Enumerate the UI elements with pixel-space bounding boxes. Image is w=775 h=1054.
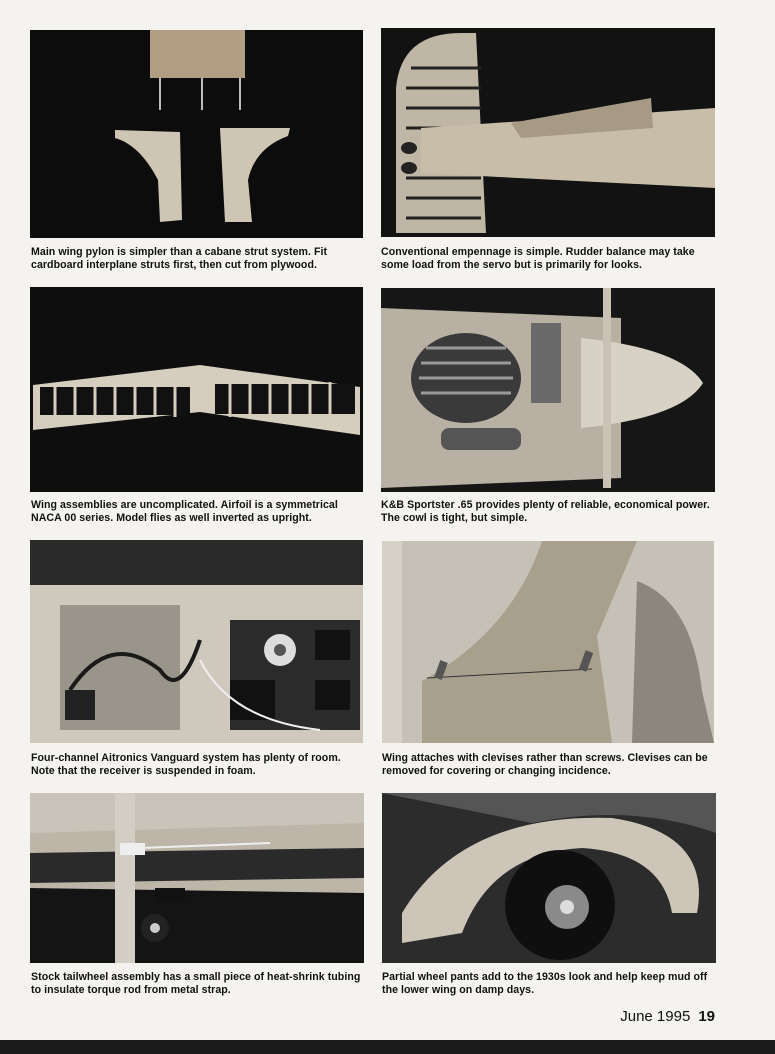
scan-edge: [0, 1040, 775, 1054]
caption-4: [381, 499, 717, 525]
photo-empennage: [381, 28, 715, 237]
caption-line: K&B Sportster .65 provides plenty of reliable, economical power.: [381, 499, 710, 511]
caption-5: [31, 752, 365, 778]
photo-engine: [381, 288, 715, 492]
caption-line: Wing attaches with clevises rather than screws. Clevises can be: [382, 752, 708, 764]
caption-line: Conventional empennage is simple. Rudder balance may take: [381, 246, 695, 258]
caption-8: [382, 971, 718, 997]
page-number: 19: [698, 1008, 715, 1025]
photo-wing-assemblies: [30, 287, 363, 492]
photo-tailwheel: [30, 793, 364, 963]
photo-wing-pylon: [30, 30, 363, 238]
caption-2: [381, 246, 716, 272]
caption-line: the lower wing on damp days.: [382, 984, 535, 996]
caption-7: [31, 971, 366, 997]
page-footer: [620, 1008, 715, 1025]
caption-line: Stock tailwheel assembly has a small piece of heat-shrink tubing: [31, 971, 361, 983]
caption-6: [382, 752, 717, 778]
issue-date: June 1995: [620, 1008, 691, 1025]
caption-line: Main wing pylon is simpler than a cabane strut system. Fit: [31, 246, 328, 258]
caption-line: to insulate torque rod from metal strap.: [31, 984, 231, 996]
caption-line: Partial wheel pants add to the 1930s look and help keep mud off: [382, 971, 708, 983]
caption-1: [31, 246, 364, 272]
caption-line: some load from the servo but is primarily for looks.: [381, 259, 643, 271]
caption-line: NACA 00 series. Model flies as well inverted as upright.: [31, 512, 312, 524]
caption-line: The cowl is tight, but simple.: [381, 512, 528, 524]
caption-3: [31, 499, 364, 525]
photo-wheel-pant: [382, 793, 716, 963]
photo-radio-system: [30, 540, 363, 743]
caption-line: removed for covering or changing incidence.: [382, 765, 611, 777]
caption-line: Four-channel Aitronics Vanguard system has plenty of room.: [31, 752, 341, 764]
caption-line: Note that the receiver is suspended in foam.: [31, 765, 256, 777]
caption-line: cardboard interplane struts first, then cut from plywood.: [31, 259, 317, 271]
photo-wing-clevises: [382, 541, 714, 743]
caption-line: Wing assemblies are uncomplicated. Airfoil is a symmetrical: [31, 499, 338, 511]
